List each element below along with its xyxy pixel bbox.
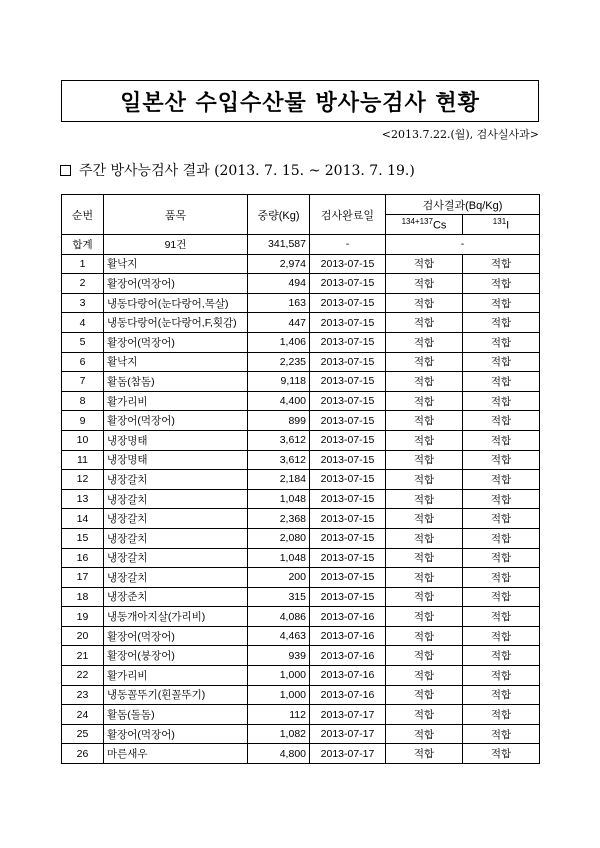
cell-item: 냉동다랑어(눈다랑어,F,횟감) (104, 313, 248, 333)
cell-cs: 적합 (386, 254, 463, 274)
cell-cs: 적합 (386, 626, 463, 646)
cell-no: 20 (62, 626, 104, 646)
table-row (62, 470, 540, 490)
cell-date: 2013-07-15 (310, 568, 386, 588)
cell-date: 2013-07-16 (310, 685, 386, 705)
date-note: <2013.7.22.(월), 검사실사과> (381, 128, 539, 141)
cell-i: 적합 (463, 626, 540, 646)
cell-weight: 3,612 (248, 430, 310, 450)
table-row (62, 411, 540, 431)
cell-cs: 적합 (386, 587, 463, 607)
cell-no: 19 (62, 607, 104, 627)
cell-no: 24 (62, 705, 104, 725)
header-i (463, 215, 540, 235)
cell-date: 2013-07-17 (310, 724, 386, 744)
table-row (62, 626, 540, 646)
cell-date: 2013-07-15 (310, 352, 386, 372)
cell-i: 적합 (463, 332, 540, 352)
cell-i: 적합 (463, 274, 540, 294)
cell-weight: 1,000 (248, 666, 310, 686)
cell-i: 적합 (463, 548, 540, 568)
table-row (62, 666, 540, 686)
table-row (62, 528, 540, 548)
cell-item: 활장어(붕장어) (104, 646, 248, 666)
table-row (62, 705, 540, 725)
cell-weight: 4,800 (248, 744, 310, 764)
cell-item: 활장어(먹장어) (104, 411, 248, 431)
section-heading-text: 주간 방사능검사 결과 (2013. 7. 15. ~ 2013. 7. 19.) (79, 163, 415, 179)
table-row (62, 450, 540, 470)
cell-item: 냉장갈치 (104, 470, 248, 490)
cell-item: 활장어(먹장어) (104, 724, 248, 744)
header-cs-sup: 134+137 (401, 217, 433, 227)
cell-no: 18 (62, 587, 104, 607)
cell-date: 2013-07-17 (310, 705, 386, 725)
header-no: 순번 (62, 195, 104, 235)
cell-no: 15 (62, 528, 104, 548)
cell-i: 적합 (463, 587, 540, 607)
table-row (62, 430, 540, 450)
summary-row (62, 235, 540, 255)
cell-item: 활장어(먹장어) (104, 274, 248, 294)
cell-weight: 112 (248, 705, 310, 725)
cell-date: 2013-07-15 (310, 391, 386, 411)
cell-item: 냉장명태 (104, 450, 248, 470)
cell-cs: 적합 (386, 411, 463, 431)
cell-no: 1 (62, 254, 104, 274)
header-result: 검사결과(Bq/Kg) (386, 195, 540, 215)
cell-weight: 2,080 (248, 528, 310, 548)
cell-item: 활가리비 (104, 391, 248, 411)
cell-no: 5 (62, 332, 104, 352)
cell-cs: 적합 (386, 568, 463, 588)
cell-i: 적합 (463, 470, 540, 490)
table-row (62, 372, 540, 392)
cell-no: 3 (62, 293, 104, 313)
table-row (62, 724, 540, 744)
table-row (62, 352, 540, 372)
cell-date: 2013-07-15 (310, 274, 386, 294)
cell-i: 적합 (463, 685, 540, 705)
summary-count: 91건 (104, 235, 248, 255)
cell-item: 냉장갈치 (104, 568, 248, 588)
cell-date: 2013-07-15 (310, 450, 386, 470)
section-heading (60, 160, 415, 180)
header-i-label: I (506, 219, 510, 232)
cell-cs: 적합 (386, 313, 463, 333)
cell-no: 10 (62, 430, 104, 450)
cell-item: 냉장준치 (104, 587, 248, 607)
cell-cs: 적합 (386, 274, 463, 294)
table-row (62, 293, 540, 313)
cell-no: 13 (62, 489, 104, 509)
cell-cs: 적합 (386, 352, 463, 372)
cell-no: 8 (62, 391, 104, 411)
table-row (62, 332, 540, 352)
cell-cs: 적합 (386, 548, 463, 568)
cell-i: 적합 (463, 352, 540, 372)
cell-no: 25 (62, 724, 104, 744)
cell-i: 적합 (463, 293, 540, 313)
cell-i: 적합 (463, 450, 540, 470)
cell-no: 4 (62, 313, 104, 333)
cell-item: 마른새우 (104, 744, 248, 764)
summary-weight: 341,587 (248, 235, 310, 255)
cell-cs: 적합 (386, 724, 463, 744)
cell-item: 냉동꼴뚜기(흰꼴뚜기) (104, 685, 248, 705)
cell-cs: 적합 (386, 372, 463, 392)
cell-item: 활낙지 (104, 254, 248, 274)
cell-cs: 적합 (386, 391, 463, 411)
table-row (62, 509, 540, 529)
cell-weight: 163 (248, 293, 310, 313)
cell-no: 7 (62, 372, 104, 392)
cell-cs: 적합 (386, 744, 463, 764)
cell-no: 16 (62, 548, 104, 568)
cell-weight: 4,086 (248, 607, 310, 627)
cell-weight: 447 (248, 313, 310, 333)
cell-i: 적합 (463, 666, 540, 686)
cell-cs: 적합 (386, 430, 463, 450)
cell-item: 냉장갈치 (104, 489, 248, 509)
header-i-sup: 131 (492, 217, 507, 227)
cell-weight: 4,463 (248, 626, 310, 646)
cell-date: 2013-07-15 (310, 254, 386, 274)
table-row (62, 744, 540, 764)
cell-cs: 적합 (386, 332, 463, 352)
cell-no: 12 (62, 470, 104, 490)
header-cs (386, 215, 463, 235)
cell-weight: 2,368 (248, 509, 310, 529)
cell-weight: 315 (248, 587, 310, 607)
cell-i: 적합 (463, 607, 540, 627)
table-row (62, 548, 540, 568)
cell-no: 2 (62, 274, 104, 294)
cell-cs: 적합 (386, 293, 463, 313)
cell-cs: 적합 (386, 666, 463, 686)
cell-no: 6 (62, 352, 104, 372)
cell-date: 2013-07-15 (310, 587, 386, 607)
cell-date: 2013-07-15 (310, 313, 386, 333)
cell-i: 적합 (463, 313, 540, 333)
summary-date: - (310, 235, 386, 255)
cell-i: 적합 (463, 705, 540, 725)
cell-weight: 9,118 (248, 372, 310, 392)
title-box (61, 80, 539, 122)
cell-weight: 1,048 (248, 489, 310, 509)
table-row (62, 568, 540, 588)
cell-no: 11 (62, 450, 104, 470)
table-row (62, 587, 540, 607)
cell-i: 적합 (463, 411, 540, 431)
cell-date: 2013-07-15 (310, 293, 386, 313)
cell-cs: 적합 (386, 528, 463, 548)
cell-date: 2013-07-15 (310, 548, 386, 568)
cell-cs: 적합 (386, 685, 463, 705)
table-row (62, 391, 540, 411)
cell-item: 냉장갈치 (104, 528, 248, 548)
cell-i: 적합 (463, 646, 540, 666)
cell-no: 21 (62, 646, 104, 666)
cell-weight: 2,974 (248, 254, 310, 274)
cell-i: 적합 (463, 724, 540, 744)
cell-weight: 494 (248, 274, 310, 294)
table-row (62, 313, 540, 333)
cell-cs: 적합 (386, 489, 463, 509)
cell-date: 2013-07-15 (310, 332, 386, 352)
table-row (62, 607, 540, 627)
header-item: 품목 (104, 195, 248, 235)
cell-date: 2013-07-15 (310, 528, 386, 548)
cell-cs: 적합 (386, 509, 463, 529)
header-cs-label: Cs (432, 219, 447, 232)
table-row (62, 254, 540, 274)
header-weight: 중량(Kg) (248, 195, 310, 235)
cell-item: 활장어(먹장어) (104, 626, 248, 646)
cell-i: 적합 (463, 254, 540, 274)
cell-weight: 2,235 (248, 352, 310, 372)
cell-no: 14 (62, 509, 104, 529)
cell-i: 적합 (463, 744, 540, 764)
cell-no: 9 (62, 411, 104, 431)
cell-no: 22 (62, 666, 104, 686)
cell-date: 2013-07-15 (310, 430, 386, 450)
cell-date: 2013-07-15 (310, 372, 386, 392)
cell-weight: 200 (248, 568, 310, 588)
cell-weight: 3,612 (248, 450, 310, 470)
header-date: 검사완료일 (310, 195, 386, 235)
summary-result: - (386, 235, 540, 255)
cell-item: 냉장명태 (104, 430, 248, 450)
cell-weight: 4,400 (248, 391, 310, 411)
cell-weight: 1,406 (248, 332, 310, 352)
cell-weight: 939 (248, 646, 310, 666)
summary-label: 합계 (62, 235, 104, 255)
cell-i: 적합 (463, 430, 540, 450)
cell-cs: 적합 (386, 450, 463, 470)
cell-cs: 적합 (386, 470, 463, 490)
cell-i: 적합 (463, 568, 540, 588)
cell-i: 적합 (463, 372, 540, 392)
results-table (61, 194, 540, 764)
cell-cs: 적합 (386, 607, 463, 627)
cell-date: 2013-07-16 (310, 626, 386, 646)
page-title: 일본산 수입수산물 방사능검사 현황 (120, 90, 480, 116)
cell-date: 2013-07-16 (310, 607, 386, 627)
cell-item: 냉장갈치 (104, 509, 248, 529)
cell-cs: 적합 (386, 705, 463, 725)
cell-i: 적합 (463, 391, 540, 411)
cell-weight: 1,082 (248, 724, 310, 744)
cell-i: 적합 (463, 489, 540, 509)
cell-no: 26 (62, 744, 104, 764)
cell-item: 활돔(돌돔) (104, 705, 248, 725)
cell-item: 냉장갈치 (104, 548, 248, 568)
cell-date: 2013-07-15 (310, 470, 386, 490)
cell-date: 2013-07-15 (310, 489, 386, 509)
cell-i: 적합 (463, 509, 540, 529)
cell-item: 활돔(참돔) (104, 372, 248, 392)
cell-date: 2013-07-16 (310, 666, 386, 686)
cell-no: 17 (62, 568, 104, 588)
table-row (62, 274, 540, 294)
table-row (62, 685, 540, 705)
cell-date: 2013-07-17 (310, 744, 386, 764)
cell-item: 냉동개아지살(가리비) (104, 607, 248, 627)
cell-weight: 1,048 (248, 548, 310, 568)
cell-i: 적합 (463, 528, 540, 548)
cell-date: 2013-07-15 (310, 509, 386, 529)
cell-weight: 2,184 (248, 470, 310, 490)
cell-item: 냉동다랑어(눈다랑어,목살) (104, 293, 248, 313)
cell-date: 2013-07-16 (310, 646, 386, 666)
square-bullet-icon (60, 165, 71, 176)
cell-item: 활장어(먹장어) (104, 332, 248, 352)
cell-no: 23 (62, 685, 104, 705)
table-row (62, 646, 540, 666)
cell-item: 활낙지 (104, 352, 248, 372)
cell-weight: 1,000 (248, 685, 310, 705)
cell-date: 2013-07-15 (310, 411, 386, 431)
table-row (62, 489, 540, 509)
cell-cs: 적합 (386, 646, 463, 666)
cell-item: 활가리비 (104, 666, 248, 686)
cell-weight: 899 (248, 411, 310, 431)
